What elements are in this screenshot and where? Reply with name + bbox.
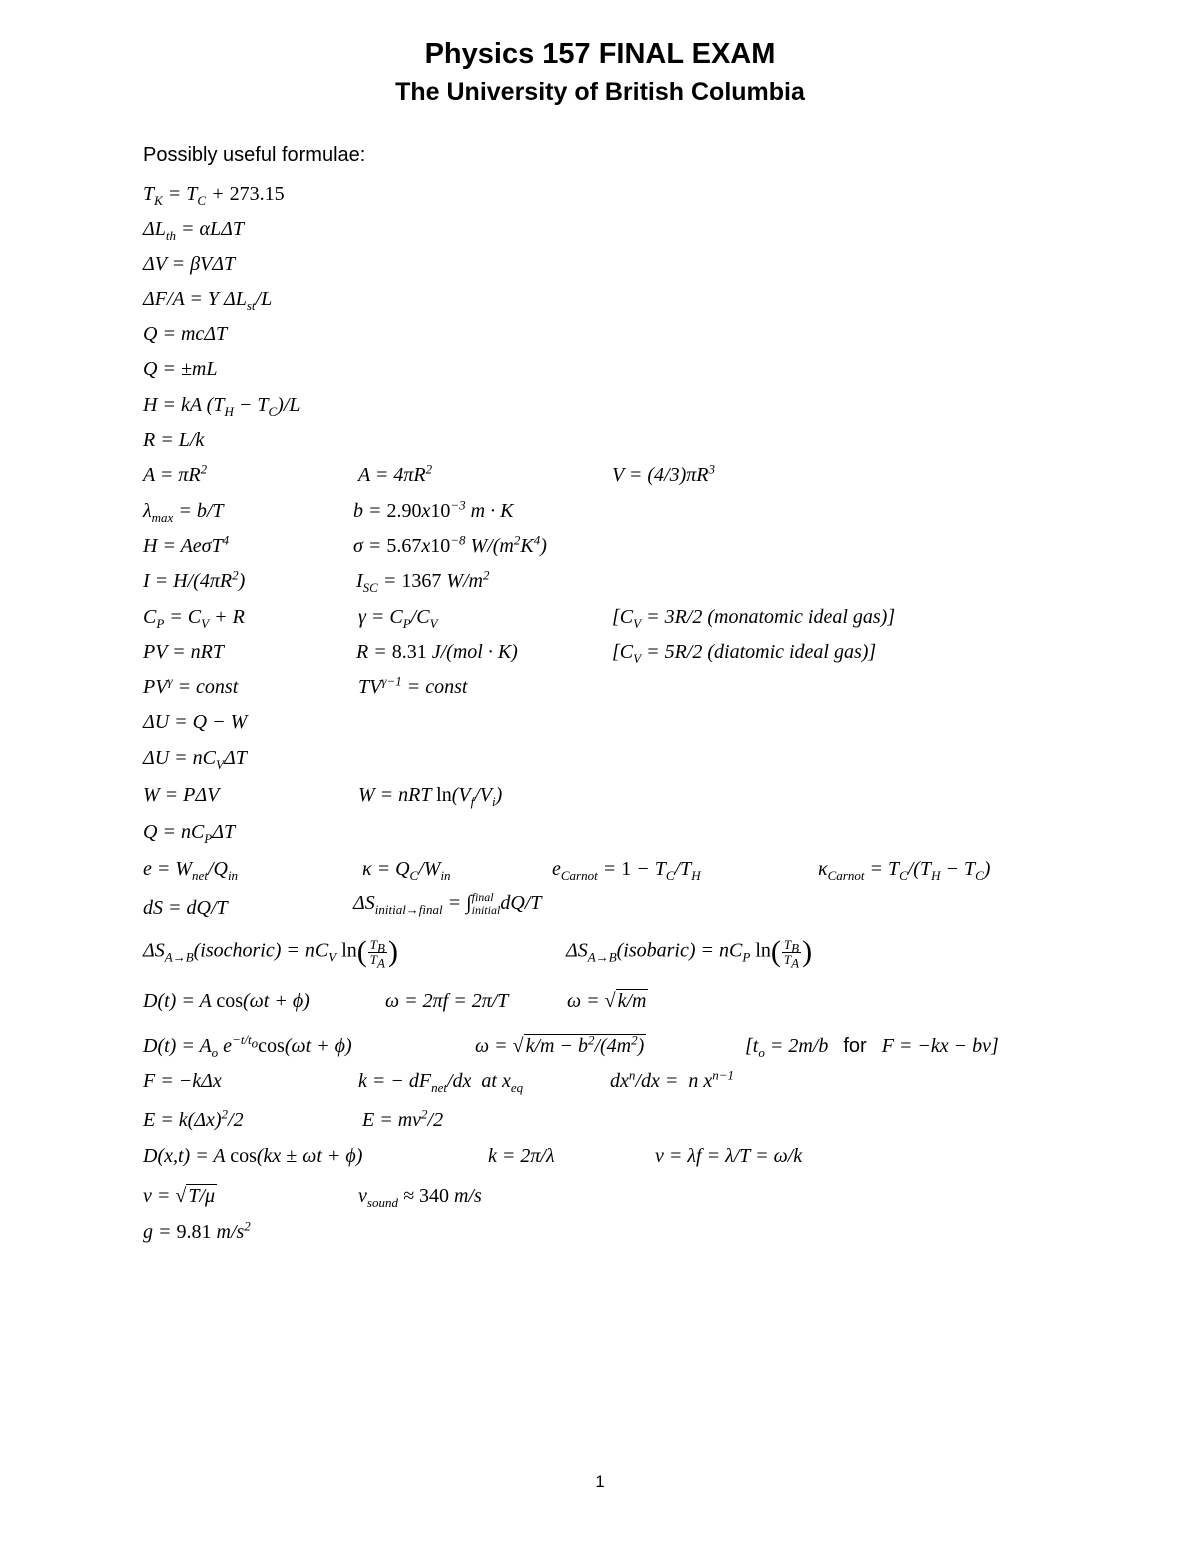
formula: $T_K = T_C + 273.15$ [143, 183, 285, 208]
formula: $A = 4\pi R^2$ [358, 461, 433, 486]
formula: $D(t) = A_o$ $e^{-t/t_o}\cos(\omega t + \phi)$ [143, 1032, 352, 1060]
formula: $b = 2.90x10^{-3}$ m · K [353, 497, 514, 522]
formula: W = nRT $\ln(V_f/V_i)$ [358, 784, 503, 809]
formula: g = 9.81 $m/s^2$ [143, 1218, 251, 1243]
formula: ω = 2πf = 2π/T [385, 990, 509, 1012]
formula: $I_{SC} = 1367$ $W/m^2$ [356, 567, 490, 595]
formula: ΔF/A = Y $\Delta L_{st}/L$ [143, 288, 273, 313]
formula: dS = dQ/T [143, 897, 228, 919]
formula: Q = mcΔT [143, 323, 228, 345]
formula: $V = (4/3)\pi R^3$ [612, 461, 715, 486]
formula: $e = W_{net}/Q_{in}$ [143, 858, 239, 883]
formula: $\kappa = Q_C/W_{in}$ [362, 858, 451, 883]
formula: $dx^n/dx = n$ $x^{n-1}$ [610, 1067, 734, 1092]
formula: [$C_V = 5R/2$ (diatomic ideal gas)] [612, 641, 877, 666]
formula: ΔU = Q − W [143, 711, 248, 733]
exam-title: Physics 157 FINAL EXAM [424, 38, 776, 70]
formula: PV = nRT [143, 641, 224, 663]
formula: v = λf = λ/T = ω/k [655, 1145, 803, 1167]
formula: $E = mv^2/2$ [362, 1106, 444, 1131]
formula: $e_{Carnot} = 1 - T_C/T_H$ [552, 858, 701, 883]
formula: $Q = nC_P\Delta T$ [143, 821, 236, 846]
formula: D(x,t) = A cos(kx ± ωt + ϕ) [143, 1145, 363, 1167]
formula: R = L/k [143, 429, 205, 451]
formula: $E = k(\Delta x)^2/2$ [143, 1106, 244, 1131]
university-name: The University of British Columbia [395, 78, 805, 106]
formula: $C_P = C_V + R$ [143, 606, 245, 631]
formula: H = kA $(T_H - T_C)/L$ [143, 394, 301, 419]
formula: F = −kΔx [143, 1070, 222, 1092]
formula: H = AeσT$^4$ [143, 532, 230, 557]
formula: W = PΔV [143, 784, 220, 806]
formula: $\Delta S_{A\to B}(isochoric) = nC_V$ ln( $\frac{T_B}{T_A}$ ) [143, 935, 398, 971]
formula: ΔV = βVΔT [143, 253, 236, 275]
page-number: 1 [595, 1472, 605, 1491]
formula: [$C_V = 3R/2$ (monatomic ideal gas)] [612, 606, 896, 631]
formula: $A = \pi R^2$ [143, 461, 208, 486]
formula: R = 8.31 J/(mol · K) [356, 641, 518, 663]
formula: $TV^{\gamma-1}$ = const [358, 673, 468, 698]
formula: $\kappa_{Carnot} = T_C/(T_H - T_C)$ [818, 858, 991, 883]
formulae-intro: Possibly useful formulae: [143, 144, 366, 166]
formula: $v_{sound} \approx 340$ m/s [358, 1185, 482, 1210]
formula: $\Delta U = nC_V\Delta T$ [143, 747, 247, 772]
formula: k = 2π/λ [488, 1145, 555, 1167]
formula: $\sigma = 5.67x10^{-8}$ $W/(m^2K^4)$ [353, 532, 547, 557]
formula: v = √ T/μ [143, 1185, 216, 1207]
formula: $\lambda_{max} = b/T$ [143, 500, 224, 525]
formula: D(t) = A cos(ωt + ϕ) [143, 990, 310, 1012]
formula: $\Delta S_{initial\to final}$ = ∫ final initial dQ/T [353, 890, 542, 918]
formula: ω = √ $k/m - b^2/(4m^2)$ [475, 1032, 645, 1057]
formula: ω = √ k/m [567, 990, 647, 1012]
formula: k = − $dF_{net}/dx$ at $x_{eq}$ [358, 1070, 524, 1095]
formula: [$t_o = 2m/b$ for F = −kx − bv] [745, 1035, 999, 1060]
formula: $\Delta L_{th} = \alpha L\Delta T$ [143, 218, 244, 243]
formula: Q = ±mL [143, 358, 218, 380]
formula: $I = H/(4\pi R^2)$ [143, 567, 246, 592]
formula: $\Delta S_{A\to B}(isobaric) = nC_P$ ln( $\frac{T_B}{T_A}$ ) [566, 935, 813, 971]
formula: $PV^\gamma$ = const [143, 673, 239, 698]
formula: $\gamma = C_P/C_V$ [358, 606, 438, 631]
